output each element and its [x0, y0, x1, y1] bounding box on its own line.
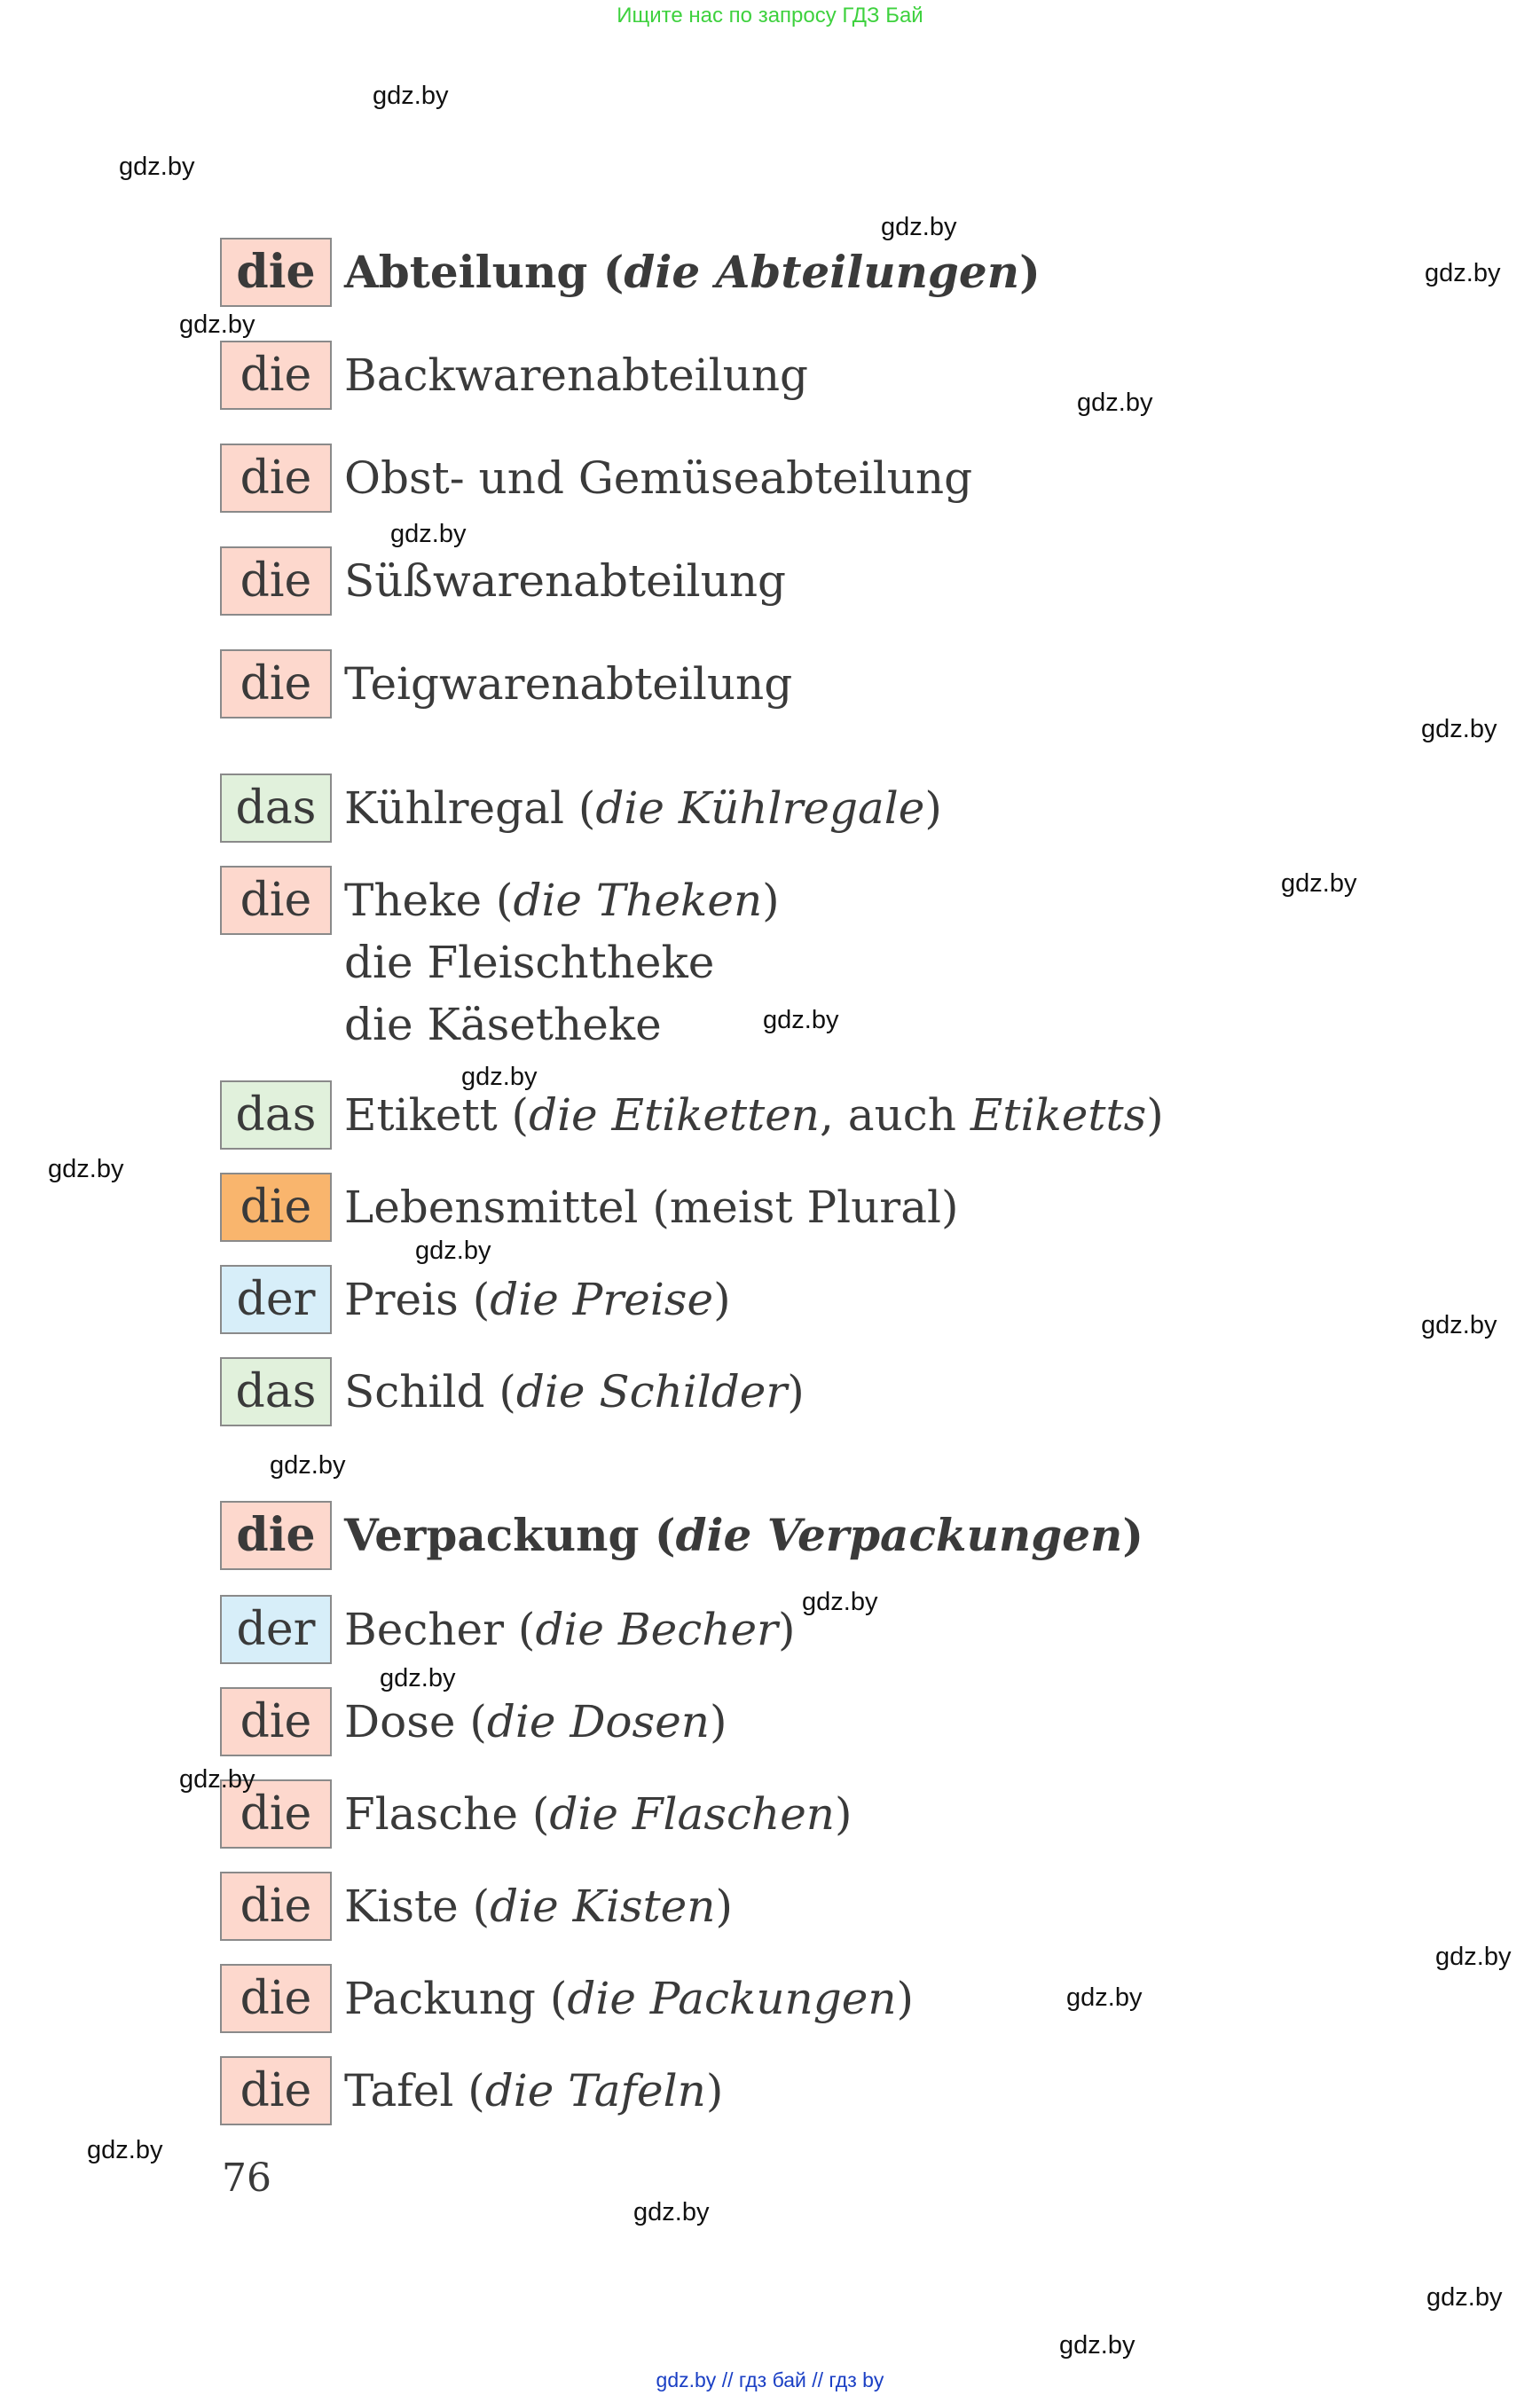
- search-banner: Ищите нас по запросу ГДЗ Бай: [617, 4, 923, 27]
- article-badge: die: [220, 2056, 332, 2125]
- article-badge: die: [220, 1964, 332, 2033]
- plural-form: die Kisten: [490, 1881, 716, 1932]
- noun-word: Süßwarenabteilung: [344, 555, 787, 607]
- entry-text: [344, 1504, 1143, 1567]
- entry-text: [344, 777, 942, 839]
- entry-main-line: [344, 1691, 727, 1753]
- watermark-text: gdz.by: [1059, 2331, 1135, 2360]
- noun-word: Preis: [344, 1274, 459, 1325]
- watermark-text: gdz.by: [48, 1155, 124, 1183]
- article-badge: die: [220, 341, 332, 410]
- noun-word: Becher: [344, 1604, 505, 1655]
- article-badge: die: [220, 866, 332, 935]
- watermark-text: gdz.by: [380, 1664, 456, 1692]
- watermark-text: gdz.by: [390, 520, 467, 548]
- entry-main-line: [344, 1967, 914, 2030]
- noun-word: Dose: [344, 1696, 456, 1747]
- close-paren: ): [787, 1366, 805, 1417]
- watermark-text: gdz.by: [461, 1063, 538, 1091]
- vocab-entry: [220, 2056, 723, 2125]
- close-paren: ): [777, 1604, 796, 1655]
- close-paren: ): [715, 1881, 733, 1932]
- entry-text: [344, 1361, 805, 1423]
- vocab-entry: [220, 546, 786, 616]
- watermark-text: gdz.by: [1426, 2283, 1503, 2312]
- sub-entry: die Fleischtheke: [344, 937, 715, 988]
- watermark-text: gdz.by: [1066, 1983, 1143, 2012]
- article-badge: die: [220, 1779, 332, 1849]
- close-paren: ): [835, 1788, 852, 1840]
- article-badge: die: [220, 1687, 332, 1756]
- vocab-entry: [220, 1964, 914, 2033]
- noun-word: Abteilung: [344, 246, 588, 298]
- noun-word: Lebensmittel (meist Plural): [344, 1182, 959, 1233]
- noun-word: Kühlregal: [344, 782, 564, 834]
- close-paren: ): [709, 1696, 727, 1747]
- entry-main-line: [344, 2060, 723, 2122]
- open-paren: (: [458, 1274, 491, 1325]
- entry-main-line: [344, 550, 786, 612]
- entry-main-line: [344, 1268, 731, 1331]
- open-paren: (: [453, 2065, 485, 2116]
- article-badge: die: [220, 238, 332, 307]
- plural-form: die Flaschen: [549, 1788, 835, 1840]
- watermark-text: gdz.by: [119, 153, 195, 181]
- plural-form: die Dosen: [486, 1696, 710, 1747]
- article-badge: das: [220, 1080, 332, 1150]
- entry-text: [344, 1967, 914, 2030]
- entry-text: [344, 447, 972, 509]
- article-badge: die: [220, 546, 332, 616]
- entry-text: [344, 1268, 731, 1331]
- article-badge: der: [220, 1595, 332, 1664]
- vocab-entry: [220, 1265, 731, 1334]
- entry-main-line: [344, 869, 780, 931]
- entry-main-line: [344, 241, 1041, 303]
- entry-main-line: [344, 447, 972, 509]
- watermark-text: gdz.by: [881, 213, 957, 241]
- noun-word: Backwarenabteilung: [344, 349, 809, 401]
- plural-extra-prefix: , auch: [820, 1089, 970, 1141]
- open-paren: (: [458, 1881, 491, 1932]
- open-paren: (: [497, 1089, 530, 1141]
- plural-form: die Kühlregale: [595, 782, 925, 834]
- close-paren: ): [762, 875, 780, 926]
- noun-word: Etikett: [344, 1089, 498, 1141]
- entry-main-line: [344, 1783, 852, 1845]
- noun-word: Flasche: [344, 1788, 518, 1840]
- close-paren: ): [1122, 1509, 1144, 1561]
- entry-text: [344, 241, 1041, 303]
- article-badge: die: [220, 1501, 332, 1570]
- watermark-text: gdz.by: [763, 1006, 839, 1034]
- entry-text: [344, 2060, 723, 2122]
- plural-form: die Schilder: [515, 1366, 788, 1417]
- entry-main-line: [344, 1084, 1164, 1146]
- noun-word: Schild: [344, 1366, 485, 1417]
- watermark-text: gdz.by: [1421, 1311, 1497, 1339]
- article-badge: die: [220, 1872, 332, 1941]
- close-paren: ): [896, 1973, 915, 2024]
- close-paren: ): [713, 1274, 731, 1325]
- footer-links: gdz.by // гдз бай // гдз by: [656, 2368, 884, 2391]
- open-paren: (: [504, 1604, 536, 1655]
- vocab-entry: [220, 238, 1041, 307]
- article-badge: das: [220, 774, 332, 843]
- plural-form: die Theken: [513, 875, 763, 926]
- noun-word: Packung: [344, 1973, 536, 2024]
- plural-extra: Etiketts: [970, 1089, 1147, 1141]
- plural-form: die Tafeln: [484, 2065, 706, 2116]
- vocab-entry: [220, 866, 780, 1056]
- entry-main-line: [344, 1598, 795, 1661]
- entry-main-line: [344, 344, 808, 406]
- vocab-entry: [220, 1080, 1164, 1150]
- watermark-text: gdz.by: [270, 1451, 346, 1480]
- noun-word: Tafel: [344, 2065, 454, 2116]
- watermark-text: gdz.by: [633, 2198, 710, 2226]
- watermark-text: gdz.by: [1077, 389, 1153, 417]
- vocab-entry: [220, 1779, 852, 1849]
- open-paren: (: [535, 1973, 568, 2024]
- entry-text: [344, 1176, 959, 1238]
- plural-form: die Preise: [490, 1274, 714, 1325]
- watermark-text: gdz.by: [802, 1588, 878, 1616]
- vocab-entry: [220, 1872, 733, 1941]
- entry-main-line: [344, 1504, 1143, 1567]
- article-badge: die: [220, 444, 332, 513]
- sub-entry: die Käsetheke: [344, 999, 662, 1050]
- entry-text: [344, 1598, 795, 1661]
- watermark-text: gdz.by: [1281, 869, 1357, 898]
- watermark-text: gdz.by: [415, 1237, 491, 1265]
- close-paren: ): [1146, 1089, 1164, 1141]
- noun-word: Verpackung: [344, 1509, 640, 1561]
- article-badge: das: [220, 1357, 332, 1426]
- entry-text: [344, 344, 808, 406]
- open-paren: (: [482, 875, 514, 926]
- entry-text: [344, 653, 792, 715]
- page-number: 76: [222, 2156, 271, 2201]
- watermark-text: gdz.by: [1425, 259, 1501, 287]
- entry-text: [344, 1084, 1164, 1146]
- vocab-entry: [220, 1501, 1143, 1570]
- close-paren: ): [1019, 246, 1041, 298]
- noun-word: Obst- und Gemüseabteilung: [344, 452, 973, 504]
- open-paren: (: [587, 246, 625, 298]
- entry-text: [344, 1875, 733, 1937]
- entry-main-line: [344, 653, 792, 715]
- plural-form: die Becher: [535, 1604, 778, 1655]
- vocab-entry: [220, 1173, 959, 1242]
- entry-main-line: [344, 1361, 805, 1423]
- vocab-entry: [220, 774, 942, 843]
- plural-form: die Abteilungen: [624, 246, 1020, 298]
- noun-word: Teigwarenabteilung: [344, 658, 793, 710]
- close-paren: ): [705, 2065, 724, 2116]
- entry-main-line: [344, 1875, 733, 1937]
- plural-form: die Verpackungen: [675, 1509, 1123, 1561]
- article-badge: die: [220, 1173, 332, 1242]
- open-paren: (: [455, 1696, 487, 1747]
- vocab-entry: [220, 341, 808, 410]
- article-badge: der: [220, 1265, 332, 1334]
- open-paren: (: [563, 782, 596, 834]
- vocab-entry: [220, 1357, 805, 1426]
- watermark-text: gdz.by: [179, 310, 255, 339]
- article-badge: die: [220, 649, 332, 719]
- entry-text: [344, 869, 780, 1056]
- watermark-text: gdz.by: [1421, 715, 1497, 743]
- noun-word: Theke: [344, 875, 483, 926]
- open-paren: (: [484, 1366, 516, 1417]
- entry-main-line: [344, 777, 942, 839]
- plural-form: die Packungen: [567, 1973, 897, 2024]
- vocab-entry: [220, 1595, 795, 1664]
- entry-text: [344, 1691, 727, 1753]
- watermark-text: gdz.by: [373, 82, 449, 110]
- entry-text: [344, 1783, 852, 1845]
- open-paren: (: [639, 1509, 676, 1561]
- vocab-entry: [220, 649, 792, 719]
- plural-form: die Etiketten: [529, 1089, 820, 1141]
- vocab-entry: [220, 444, 972, 513]
- noun-word: Kiste: [344, 1881, 459, 1932]
- entry-main-line: [344, 1176, 959, 1238]
- vocab-entry: [220, 1687, 727, 1756]
- open-paren: (: [517, 1788, 550, 1840]
- watermark-text: gdz.by: [179, 1765, 255, 1794]
- watermark-text: gdz.by: [1435, 1943, 1512, 1971]
- close-paren: ): [924, 782, 942, 834]
- entry-text: [344, 550, 786, 612]
- watermark-text: gdz.by: [87, 2136, 163, 2164]
